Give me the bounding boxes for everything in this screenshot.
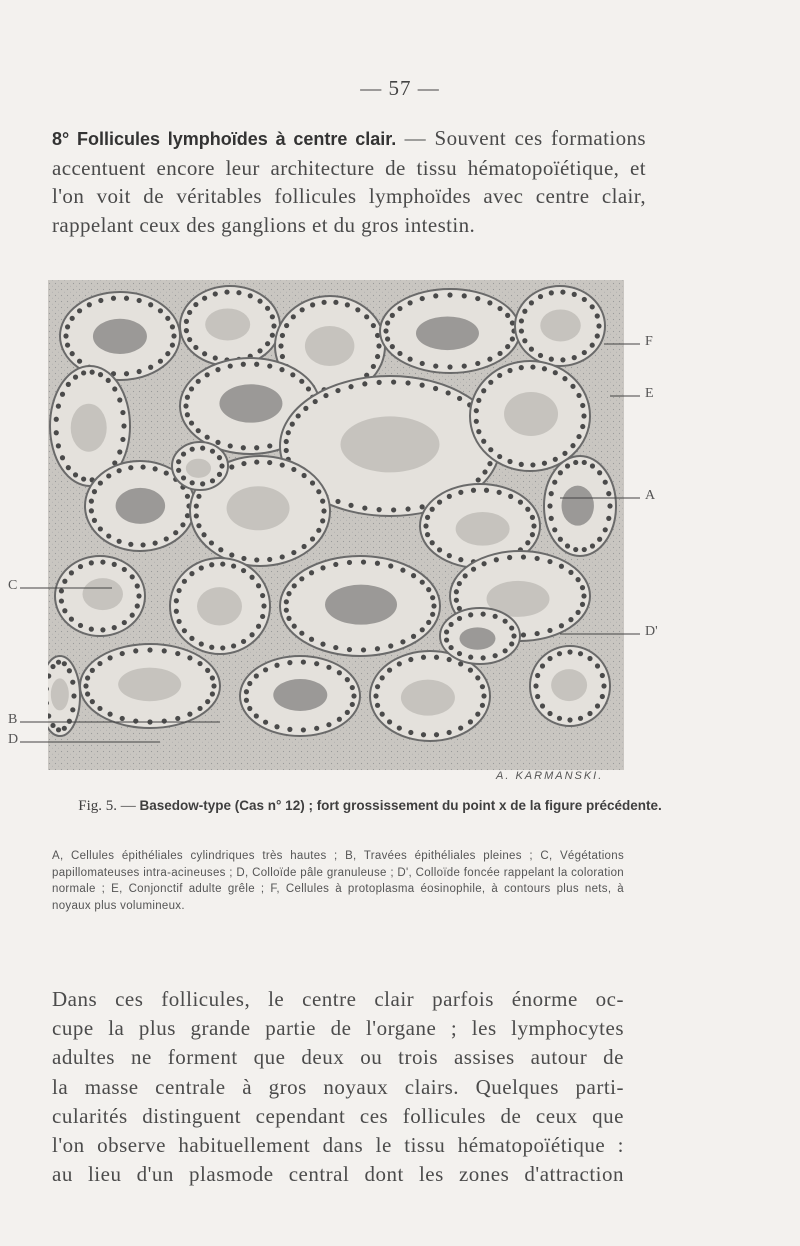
label-C: C [8,578,18,593]
label-B: B [8,712,18,727]
intro-lead: 8° Follicules lymphoïdes à centre clair. [52,129,397,149]
caption-prefix: Fig. 5. — [78,798,136,814]
body-text [52,985,624,1189]
figure-caption [60,796,680,816]
body-line: cularités distinguent cependant ces follicules de ceux que [52,1103,624,1128]
body-line: Dans ces follicules, le centre clair parfois énorme oc- [52,987,624,1011]
body-line: l'on observe habituellement dans le tissu hématopoïétique : [52,1133,624,1158]
body-line: adultes ne forment que deux ou trois assises autour de [52,1045,624,1070]
label-F: F [645,334,653,349]
artist-signature: A. KARMANSKI. [496,770,604,782]
page-number: — 57 — [360,76,440,100]
body-line: la masse centrale à gros noyaux clairs. Quelques parti- [52,1074,624,1099]
label-D-prime: D' [645,624,658,639]
label-E: E [645,386,654,401]
figure-legend: A, Cellules épithéliales cylindriques très hautes ; B, Travées épithéliales pleines ; C, Végétations papillomateuses intra-acineuses ; D, Colloïde pâle granuleuse ; D', Colloïde foncée rappelant la coloration normale ; E, Conjonctif adulte grêle ; F, Cellules à protoplasma éosinophile, à contours plus nets, à noyaux plus volumineux. [52,850,624,912]
intro-paragraph [52,124,646,239]
caption-title: Basedow-type (Cas n° 12) ; fort grossissement du point x de la figure précédente. [135,798,662,813]
figure-5 [0,276,800,786]
body-line: cupe la plus grande partie de l'organe ; les lymphocytes [52,1016,624,1041]
label-A: A [645,488,656,503]
histology-illustration [0,276,800,786]
intro-text: — Souvent ces formations accentuent encore leur architecture de tissu hématopoïétique, et l'on voit de véritables follicules lymphoïdes avec centre clair, rappelant ceux des ganglions et du gros intestin. [52,126,646,237]
body-line: au lieu d'un plasmode central dont les zones d'attraction [52,1162,624,1187]
label-D: D [8,732,19,747]
